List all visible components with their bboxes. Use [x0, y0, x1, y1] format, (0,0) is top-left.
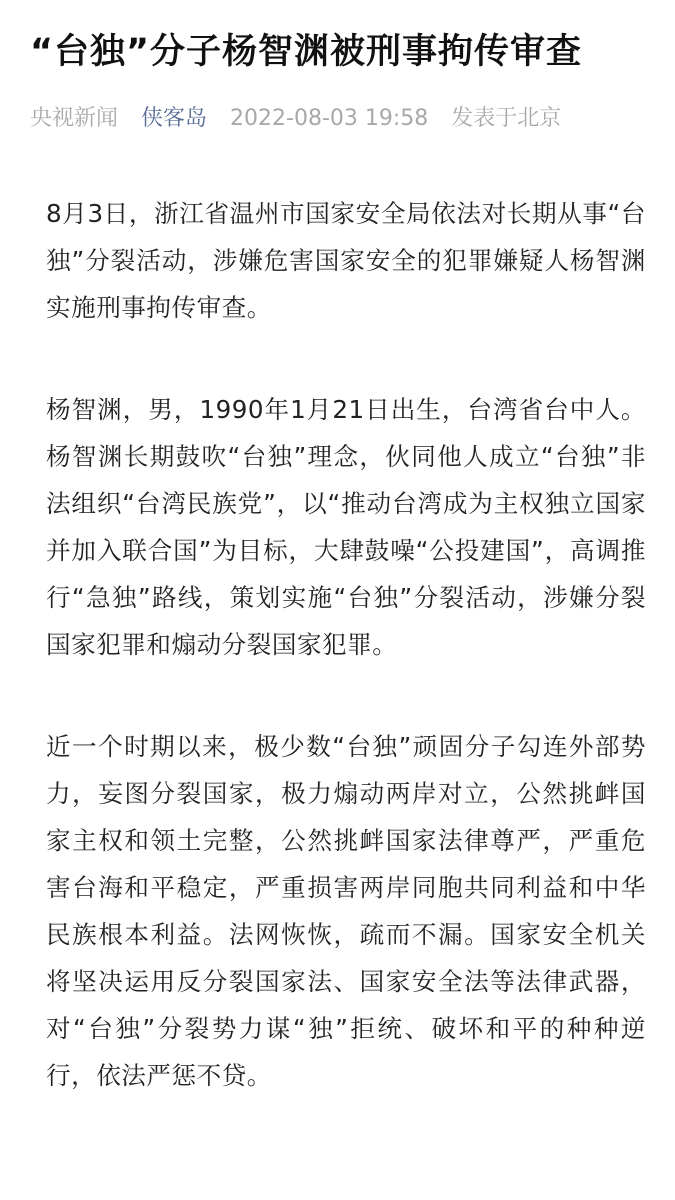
paragraph: 8月3日，浙江省温州市国家安全局依法对长期从事“台独”分裂活动，涉嫌危害国家安全的犯罪嫌疑人杨智渊实施刑事拘传审查。	[46, 199, 646, 322]
article-body	[46, 190, 646, 1154]
article-meta	[30, 101, 577, 132]
article-title: “台独”分子杨智渊被刑事拘传审查	[30, 32, 583, 72]
paragraph: 近一个时期以来，极少数“台独”顽固分子勾连外部势力，妄图分裂国家，极力煽动两岸对立，公然挑衅国家主权和领土完整，公然挑衅国家法律尊严，严重危害台海和平稳定，严重损害两岸同胞共同利益和中华民族根本利益。法网恢恢，疏而不漏。国家安全机关将坚决运用反分裂国家法、国家安全法等法律武器，对“台独”分裂势力谋“独”拒统、破坏和平的种种逆行，依法严惩不贷。	[46, 732, 646, 1090]
publish-location: 发表于北京	[451, 106, 562, 131]
source-name: 央视新闻	[30, 106, 119, 131]
publish-datetime: 2022-08-03 19:58	[230, 106, 429, 131]
account-link[interactable]: 侠客岛	[141, 106, 208, 131]
paragraph: 杨智渊，男，1990年1月21日出生，台湾省台中人。杨智渊长期鼓吹“台独”理念，伙同他人成立“台独”非法组织“台湾民族党”，以“推动台湾成为主权独立国家并加入联合国”为目标，大肆鼓噪“公投建国”，高调推行“急独”路线，策划实施“台独”分裂活动，涉嫌分裂国家犯罪和煽动分裂国家犯罪。	[46, 395, 646, 659]
